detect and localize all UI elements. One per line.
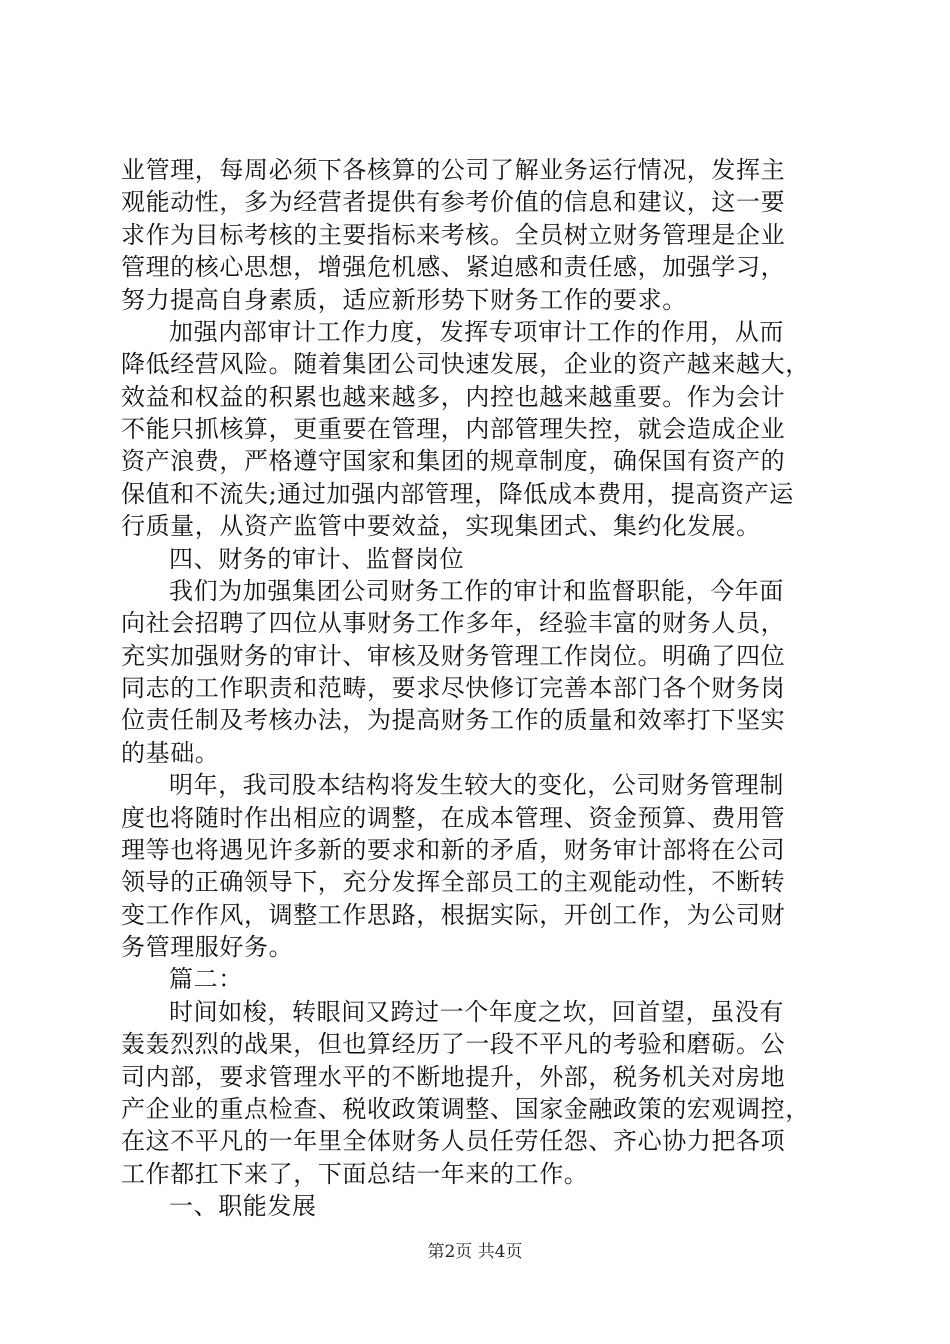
text-line: 的基础。 bbox=[121, 739, 220, 767]
text-line: 效益和权益的积累也越来越多，内控也越来越重要。作为会计 bbox=[121, 383, 786, 411]
text-line: 资产浪费，严格遵守国家和集团的规章制度，确保国有资产的 bbox=[121, 447, 786, 475]
text-line: 工作都扛下来了，下面总结一年来的工作。 bbox=[121, 1160, 589, 1188]
text-line: 向社会招聘了四位从事财务工作多年，经验丰富的财务人员， bbox=[121, 609, 786, 637]
paragraph-start-line: 时间如梭，转眼间又跨过一个年度之坎，回首望，虽没有 bbox=[169, 998, 784, 1026]
text-line: 充实加强财务的审计、审核及财务管理工作岗位。明确了四位 bbox=[121, 642, 786, 670]
text-line: 司内部，要求管理水平的不断地提升，外部，税务机关对房地 bbox=[121, 1063, 786, 1091]
text-line: 不能只抓核算，更重要在管理，内部管理失控，就会造成企业 bbox=[121, 415, 786, 443]
text-line: 努力提高自身素质，适应新形势下财务工作的要求。 bbox=[121, 286, 687, 314]
text-line: 理等也将遇见许多新的要求和新的矛盾，财务审计部将在公司 bbox=[121, 836, 786, 864]
section-heading: 篇二： bbox=[169, 965, 243, 993]
text-line: 产企业的重点检查、税收政策调整、国家金融政策的宏观调控， bbox=[121, 1095, 810, 1123]
text-line: 度也将随时作出相应的调整，在成本管理、资金预算、费用管 bbox=[121, 804, 786, 832]
text-line: 位责任制及考核办法，为提高财务工作的质量和效率打下坚实 bbox=[121, 706, 786, 734]
page-number-footer: 第2页 共4页 bbox=[427, 1242, 523, 1262]
text-line: 轰轰烈烈的战果，但也算经历了一段不平凡的考验和磨砺。公 bbox=[121, 1030, 786, 1058]
section-heading: 四、财务的审计、监督岗位 bbox=[169, 545, 465, 573]
text-line: 保值和不流失;通过加强内部管理，降低成本费用，提高资产运 bbox=[121, 480, 794, 508]
text-line: 领导的正确领导下，充分发挥全部员工的主观能动性，不断转 bbox=[121, 868, 786, 896]
text-line: 变工作作风，调整工作思路，根据实际，开创工作，为公司财 bbox=[121, 901, 786, 929]
section-heading: 一、职能发展 bbox=[169, 1192, 317, 1220]
text-line: 管理的核心思想，增强危机感、紧迫感和责任感，加强学习， bbox=[121, 253, 786, 281]
text-line: 业管理，每周必须下各核算的公司了解业务运行情况，发挥主 bbox=[121, 156, 786, 184]
paragraph-start-line: 明年，我司股本结构将发生较大的变化，公司财务管理制 bbox=[169, 771, 784, 799]
paragraph-start-line: 我们为加强集团公司财务工作的审计和监督职能，今年面 bbox=[169, 577, 784, 605]
text-line: 同志的工作职责和范畴，要求尽快修订完善本部门各个财务岗 bbox=[121, 674, 786, 702]
text-line: 行质量，从资产监管中要效益，实现集团式、集约化发展。 bbox=[121, 512, 761, 540]
text-line: 观能动性，多为经营者提供有参考价值的信息和建议，这一要 bbox=[121, 188, 786, 216]
text-line: 务管理服好务。 bbox=[121, 933, 294, 961]
text-line: 在这不平凡的一年里全体财务人员任劳任怨、齐心协力把各项 bbox=[121, 1127, 786, 1155]
paragraph-start-line: 加强内部审计工作力度，发挥专项审计工作的作用，从而 bbox=[169, 318, 784, 346]
text-line: 求作为目标考核的主要指标来考核。全员树立财务管理是企业 bbox=[121, 221, 786, 249]
text-line: 降低经营风险。随着集团公司快速发展，企业的资产越来越大， bbox=[121, 350, 810, 378]
